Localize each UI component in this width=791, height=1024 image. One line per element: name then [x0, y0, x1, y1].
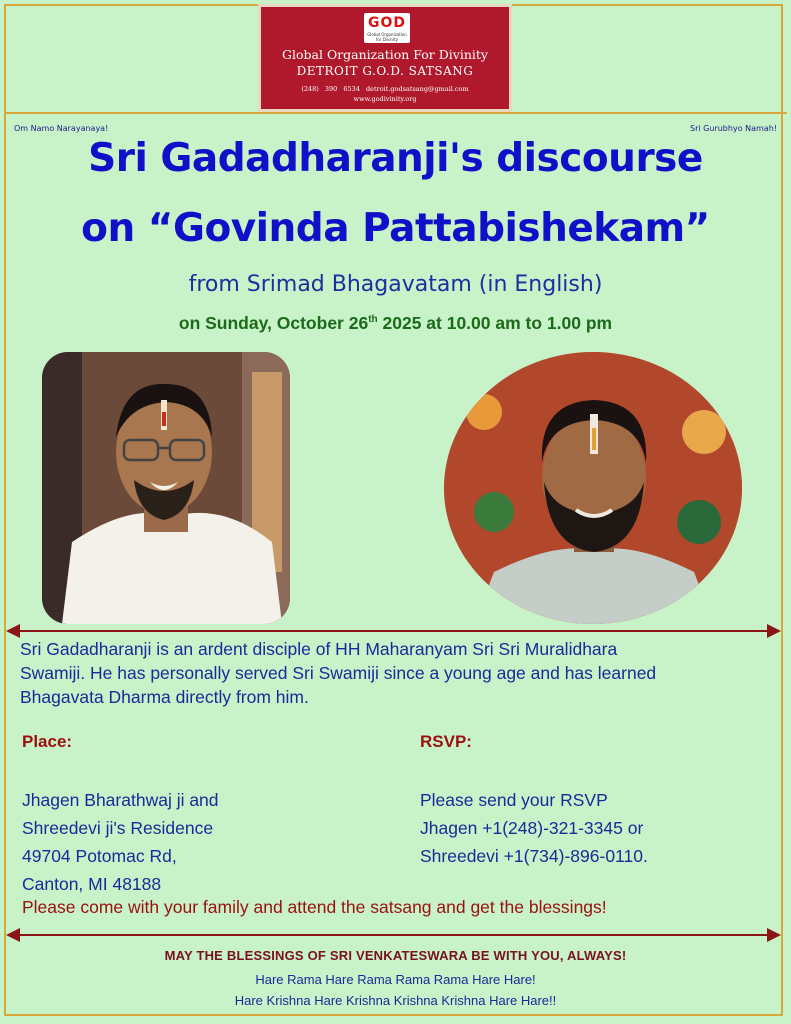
divider-arrow-top: [6, 624, 781, 638]
bio-line-1: Sri Gadadharanji is an ardent disciple of HH Maharanyam Sri Sri Muralidhara: [20, 639, 618, 659]
invitation-text: Please come with your family and attend the satsang and get the blessings!: [22, 897, 607, 917]
god-logo: [364, 13, 410, 43]
corner-left: Om Namo Narayanaya!: [14, 124, 109, 133]
place-line: Jhagen Bharathwaj ji and: [22, 790, 219, 810]
divider-arrow-bottom: [6, 928, 781, 942]
blessing-text: MAY THE BLESSINGS OF SRI VENKATESWARA BE WITH YOU, ALWAYS!: [164, 948, 627, 963]
org-phone: (248) 390 6534: [301, 85, 360, 93]
rsvp-line: Shreedevi +1(734)-896-0110.: [420, 846, 648, 866]
org-website: www.godivinity.org: [353, 95, 417, 103]
org-name: Global Organization For Divinity: [282, 47, 488, 62]
bio-line-2: Swamiji. He has personally served Sri Swamiji since a young age and has learned: [20, 663, 657, 683]
place-line: Shreedevi ji's Residence: [22, 818, 214, 838]
place-line: Canton, MI 48188: [22, 874, 162, 894]
rsvp-line: Jhagen +1(248)-321-3345 or: [420, 818, 644, 838]
chant-line-1: Hare Rama Hare Rama Rama Rama Hare Hare!: [255, 972, 536, 987]
bio-line-3: Bhagavata Dharma directly from him.: [20, 687, 309, 707]
header-divider: [4, 112, 787, 114]
event-date: on Sunday, October 26th 2025 at 10.00 am to 1.00 pm: [178, 313, 613, 333]
corner-right: Sri Gurubhyo Namah!: [690, 124, 777, 133]
rsvp-details: [420, 786, 648, 870]
rsvp-label: RSVP:: [420, 732, 472, 751]
place-line: 49704 Potomac Rd,: [22, 846, 177, 866]
org-sub: DETROIT G.O.D. SATSANG: [296, 64, 474, 78]
chant-line-2: Hare Krishna Hare Krishna Krishna Krishna Hare Hare!!: [234, 993, 557, 1008]
place-details: [22, 786, 219, 898]
rsvp-line: Please send your RSVP: [420, 790, 608, 810]
logo-subtext: Global Organization for Divinity: [367, 32, 407, 42]
org-email: detroit.godsatsang@gmail.com: [365, 85, 469, 93]
org-contact: [261, 85, 509, 93]
org-banner: [258, 4, 512, 112]
speaker-photo-right: [444, 352, 742, 624]
place-label: Place:: [22, 732, 73, 751]
logo-text: GOD: [367, 15, 406, 31]
speaker-bio: [20, 637, 775, 709]
speaker-photo-left: [42, 352, 290, 624]
title-line-1: Sri Gadadharanji's discourse: [88, 136, 703, 181]
title-line-2: on “Govinda Pattabishekam”: [81, 206, 710, 251]
subtitle: from Srimad Bhagavatam (in English): [188, 272, 603, 297]
